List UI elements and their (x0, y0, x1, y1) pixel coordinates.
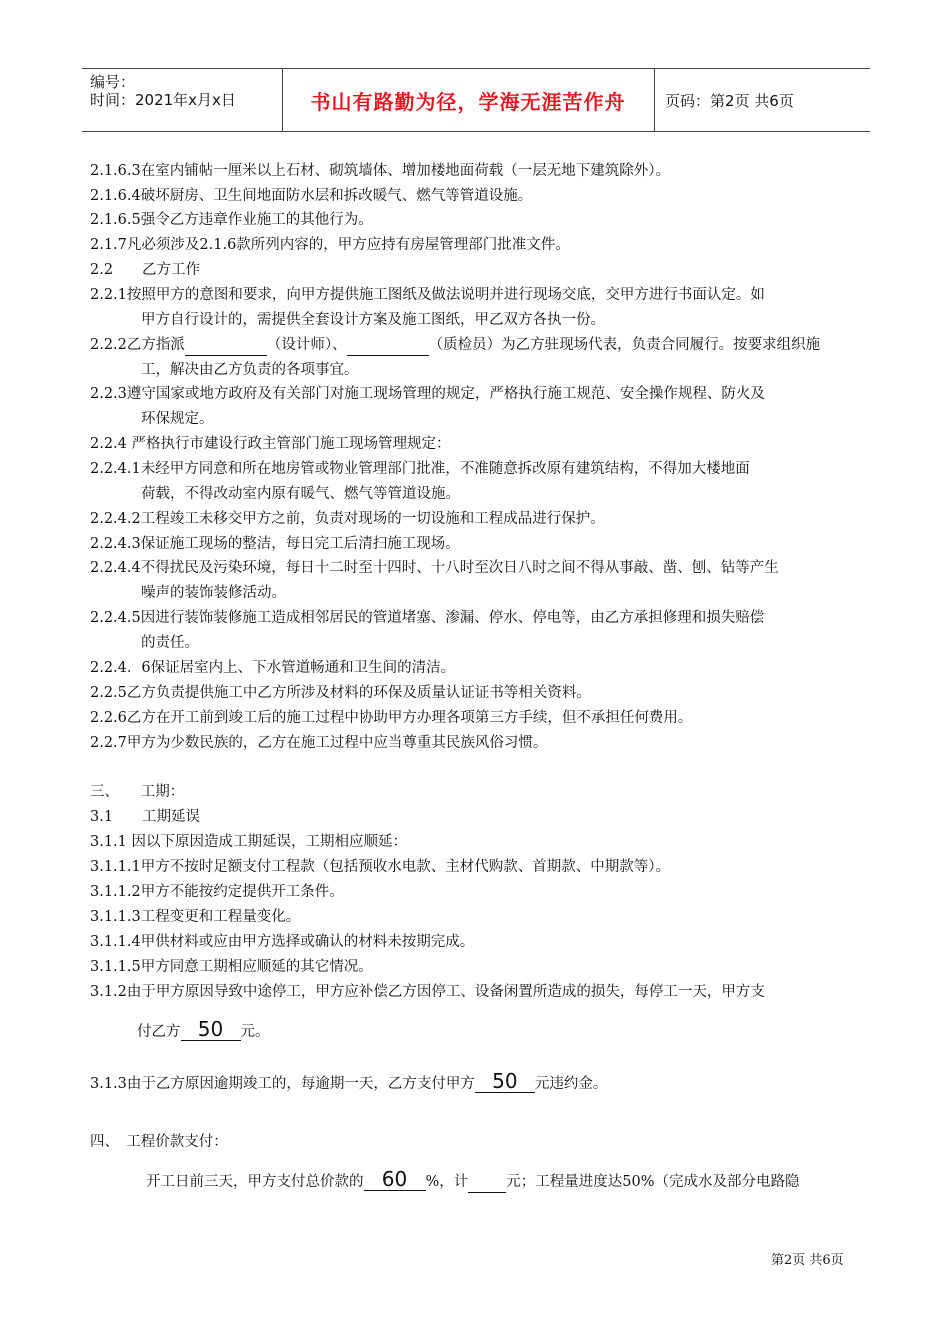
text-line: 3.1.1.5甲方同意工期相应顺延的其它情况。 (90, 959, 373, 975)
text-line: 2.1.6.4破坏厨房、卫生间地面防水层和拆改暖气、燃气等管道设施。 (90, 188, 533, 204)
number-label: 编号： (90, 73, 136, 91)
text-line: 2.1.7凡必须涉及2.1.6款所列内容的，甲方应持有房屋管理部门批准文件。 (90, 237, 570, 253)
section-heading: 三、 工期： (90, 784, 185, 800)
text-line: 荷载，不得改动室内原有暖气、燃气等管道设施。 (141, 486, 460, 502)
daily-penalty-value: 50 (475, 1070, 535, 1093)
text-line: 2.2.1按照甲方的意图和要求，向甲方提供施工图纸及做法说明并进行现场交底，交甲方进行书面认定。如 (90, 287, 765, 303)
text-line: 2.2.3遵守国家或地方政府及有关部门对施工现场管理的规定，严格执行施工规范、安全操作规程、防火及 (90, 386, 765, 402)
section-heading: 2.2 乙方工作 (90, 262, 201, 278)
text-segment: 元违约金。 (534, 1076, 608, 1092)
text-segment: 3.1.3由于乙方原因逾期竣工的，每逾期一天，乙方支付甲方 (90, 1076, 475, 1092)
text-line: 2.2.4.1未经甲方同意和所在地房管或物业管理部门批准，不准随意拆改原有建筑结构，不得加大楼地面 (90, 461, 750, 477)
header-motto-cell (282, 69, 655, 131)
text-line: 3.1.1.1甲方不按时足额支付工程款（包括预收水电款、主材代购款、首期款、中期款等）。 (90, 859, 670, 875)
text-segment: %，计 (425, 1174, 469, 1190)
text-segment: （质检员）为乙方驻现场代表，负责合同履行。按要求组织施 (428, 337, 821, 353)
text-line: 的责任。 (141, 635, 199, 651)
subsection-heading: 3.1 工期延误 (90, 809, 201, 825)
designer-blank (185, 335, 267, 356)
text-line: 2.1.6.5强令乙方违章作业施工的其他行为。 (90, 212, 373, 228)
text-line: 2.2.4.4不得扰民及污染环境，每日十二时至十四时、十八时至次日八时之间不得从事敲、凿、刨、钻等产生 (90, 560, 779, 576)
text-segment: 开工日前三天，甲方支付总价款的 (146, 1174, 364, 1190)
section-heading: 四、 工程价款支付： (90, 1134, 228, 1150)
text-segment: 元。 (240, 1024, 270, 1040)
text-line: 甲方自行设计的，需提供全套设计方案及施工图纸，甲乙双方各执一份。 (141, 312, 605, 328)
text-line: 2.2.6乙方在开工前到竣工后的施工过程中协助甲方办理各项第三方手续，但不承担任何费用。 (90, 710, 693, 726)
text-line: 2.2.4.5因进行装饰装修施工造成相邻居民的管道堵塞、渗漏、停水、停电等，由乙方承担修理和损失赔偿 (90, 610, 765, 626)
header-page-cell (655, 69, 870, 131)
representative-line (90, 335, 820, 356)
text-line: 3.1.1.3工程变更和工程量变化。 (90, 909, 301, 925)
payment-percent-value: 60 (364, 1168, 426, 1191)
penalty-line (90, 1070, 607, 1094)
text-line: 2.2.4.2工程竣工未移交甲方之前，负责对现场的一切设施和工程成品进行保护。 (90, 511, 605, 527)
page-footer: 第2页 共6页 (771, 1253, 844, 1268)
text-line: 2.1.6.3在室内铺帖一厘米以上石材、砌筑墙体、增加楼地面荷载（一层无地下建筑除外）。 (90, 163, 670, 179)
compensation-line (137, 1018, 270, 1042)
page-number-label: 页码：第2页 共6页 (665, 91, 794, 110)
text-line: 3.1.1.4甲供材料或应由甲方选择或确认的材料未按期完成。 (90, 934, 475, 950)
text-line: 环保规定。 (141, 411, 214, 427)
page-header (82, 68, 870, 132)
inspector-blank (347, 335, 429, 356)
text-segment: 元；工程量进度达50%（完成水及部分电路隐 (506, 1174, 800, 1190)
text-line: 2.2.4.3保证施工现场的整洁，每日完工后清扫施工现场。 (90, 536, 460, 552)
motto-text: 书山有路勤为径，学海无涯苦作舟 (310, 89, 626, 114)
header-meta-cell (82, 69, 283, 131)
text-line: 2.2.4 严格执行市建设行政主管部门施工现场管理规定： (90, 436, 451, 452)
payment-line (146, 1168, 800, 1193)
text-line: 3.1.1.2甲方不能按约定提供开工条件。 (90, 884, 344, 900)
daily-compensation-value: 50 (181, 1018, 241, 1041)
text-line: 2.2.5乙方负责提供施工中乙方所涉及材料的环保及质量认证证书等相关资料。 (90, 685, 591, 701)
text-line: 2.2.7甲方为少数民族的，乙方在施工过程中应当尊重其民族风俗习惯。 (90, 735, 548, 751)
text-line: 工，解决由乙方负责的各项事宜。 (141, 362, 359, 378)
text-segment: （设计师）、 (266, 337, 347, 353)
text-line: 3.1.1 因以下原因造成工期延误，工期相应顺延： (90, 834, 408, 850)
payment-amount-blank (468, 1172, 506, 1193)
text-segment: 付乙方 (137, 1024, 181, 1040)
time-label: 时间：2021年x月x日 (90, 91, 236, 109)
text-segment: 2.2.2乙方指派 (90, 337, 185, 353)
text-line: 2.2.4．6保证居室内上、下水管道畅通和卫生间的清洁。 (90, 660, 456, 676)
text-line: 噪声的装饰装修活动。 (141, 585, 286, 601)
text-line: 3.1.2由于甲方原因导致中途停工，甲方应补偿乙方因停工、设备闲置所造成的损失，每停工一天，甲方支 (90, 984, 765, 1000)
